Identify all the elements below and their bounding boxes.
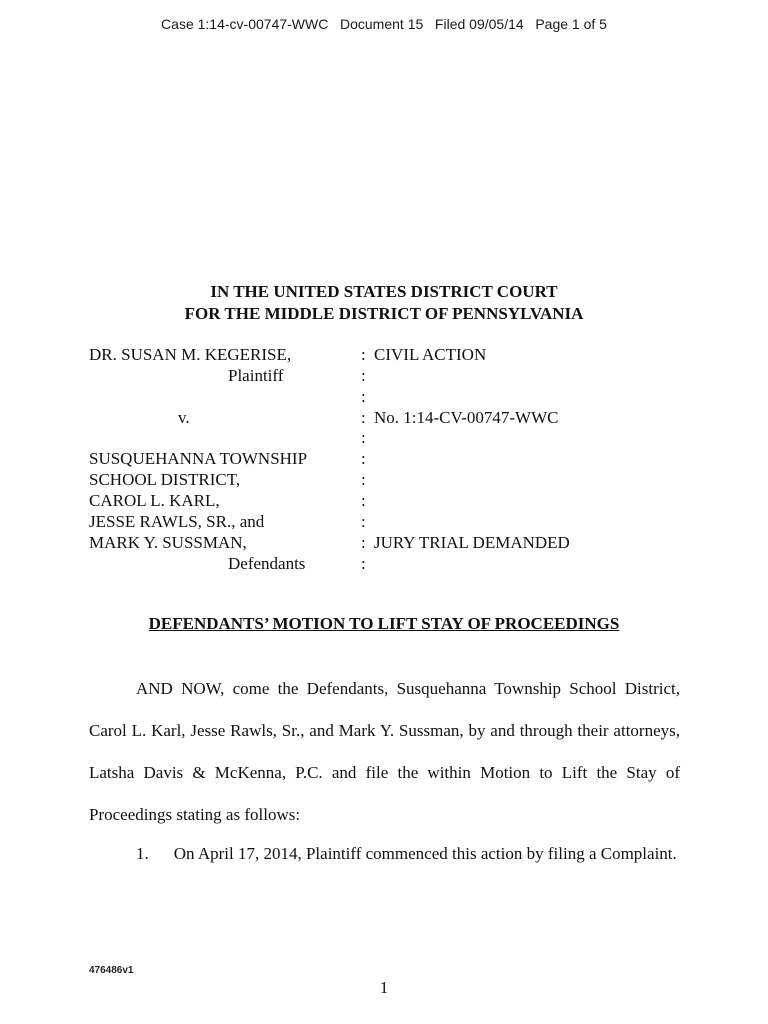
caption-colon: : (361, 387, 366, 406)
caption-colon: : (361, 512, 366, 531)
caption-colon: : (361, 470, 366, 489)
caption-colon: : (361, 428, 366, 447)
numbered-paragraph-1 (89, 833, 680, 875)
filing-stamp-header: Case 1:14-cv-00747-WWC Document 15 Filed 09/05/14 Page 1 of 5 (161, 16, 607, 32)
intro-paragraph (89, 668, 680, 836)
court-name-line1: IN THE UNITED STATES DISTRICT COURT (210, 282, 558, 301)
paragraph-number: 1. (136, 844, 149, 863)
caption-colon: : (361, 366, 366, 385)
defendant-line-2: SCHOOL DISTRICT, (89, 470, 241, 489)
defendant-line-5: MARK Y. SUSSMAN, (89, 533, 247, 552)
caption-colon: : (361, 554, 366, 573)
civil-action-label: CIVIL ACTION (374, 345, 487, 364)
page-number: 1 (379, 978, 389, 997)
caption-colon: : (361, 449, 366, 468)
document-id: 476486v1 (89, 965, 134, 976)
motion-title: DEFENDANTS’ MOTION TO LIFT STAY OF PROCEEDINGS (148, 614, 620, 633)
defendant-line-1: SUSQUEHANNA TOWNSHIP (89, 449, 308, 468)
caption-colon: : (361, 491, 366, 510)
defendant-line-4: JESSE RAWLS, SR., and (89, 512, 265, 531)
plaintiff-name: DR. SUSAN M. KEGERISE, (89, 345, 292, 364)
caption-colon: : (361, 533, 366, 552)
defendants-role: Defendants (228, 554, 306, 573)
versus: v. (178, 408, 190, 427)
paragraph-1-text: On April 17, 2014, Plaintiff commenced this action by filing a Complaint. (173, 844, 677, 863)
plaintiff-role: Plaintiff (228, 366, 284, 385)
case-number: No. 1:14-CV-00747-WWC (374, 408, 559, 427)
caption-colon: : (361, 345, 366, 364)
defendant-line-3: CAROL L. KARL, (89, 491, 220, 510)
caption-colon: : (361, 408, 366, 427)
jury-trial-demand: JURY TRIAL DEMANDED (374, 533, 570, 552)
intro-paragraph-text: AND NOW, come the Defendants, Susquehanna Township School District, Carol L. Karl, Jesse Rawls, Sr., and Mark Y. Sussman, by and through their attorneys, Latsha Davis & McKenna, P.C. and file the within Motion to Lift the Stay of Proceedings stating as follows: (89, 679, 680, 824)
court-name-line2: FOR THE MIDDLE DISTRICT OF PENNSYLVANIA (184, 304, 584, 323)
